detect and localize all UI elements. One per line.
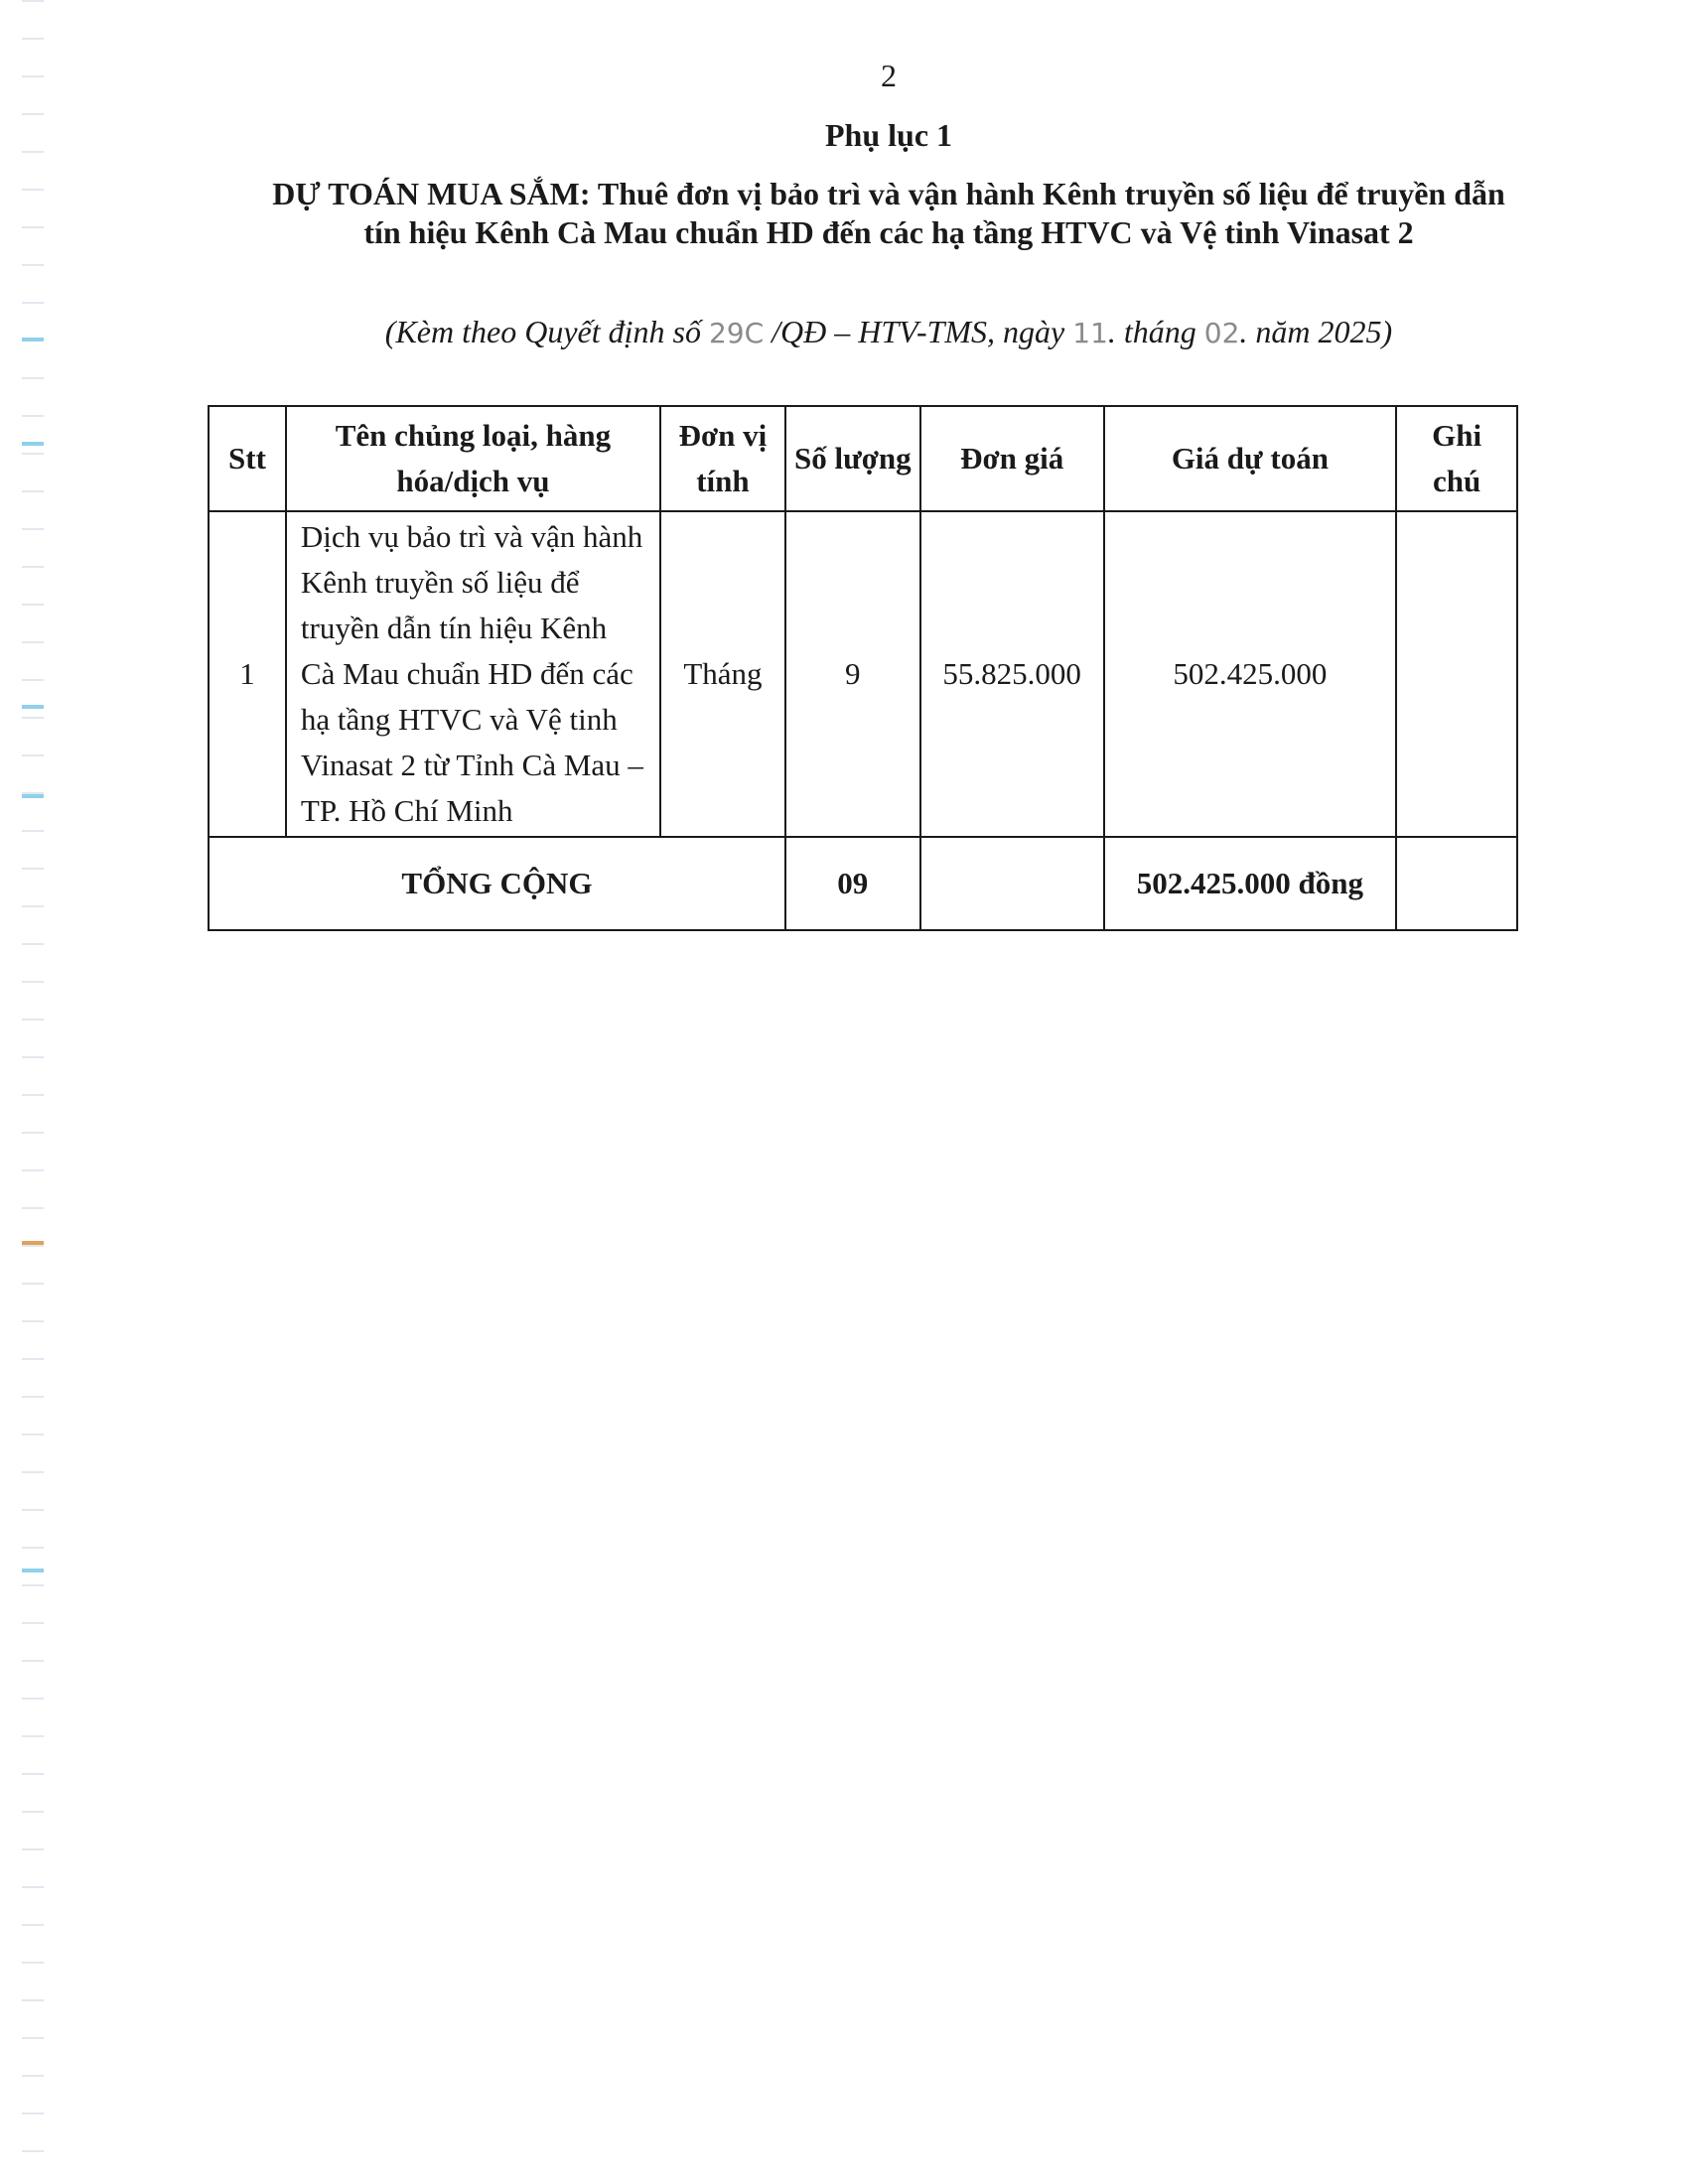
decision-reference	[0, 314, 1688, 350]
total-unit-price	[920, 837, 1104, 930]
table-row	[209, 511, 1517, 837]
month-handwritten: 02	[1203, 317, 1240, 349]
subtitle-month-label: . tháng	[1107, 314, 1204, 349]
scan-mark	[22, 705, 44, 709]
page-number: 2	[881, 58, 897, 93]
cell-note	[1396, 511, 1517, 837]
subtitle-suffix: . năm 2025)	[1239, 314, 1393, 349]
total-quantity: 09	[785, 837, 920, 930]
header-stt: Stt	[209, 406, 286, 511]
header-estimate: Giá dự toán	[1104, 406, 1397, 511]
scan-mark	[22, 794, 44, 798]
total-note	[1396, 837, 1517, 930]
cell-stt: 1	[209, 511, 286, 837]
scan-mark	[22, 1241, 44, 1245]
header-unit-price: Đơn giá	[920, 406, 1104, 511]
day-handwritten: 11	[1072, 317, 1108, 349]
total-row	[209, 837, 1517, 930]
header-quantity: Số lượng	[785, 406, 920, 511]
header-note: Ghi chú	[1396, 406, 1517, 511]
total-label: TỔNG CỘNG	[209, 837, 785, 930]
cell-quantity: 9	[785, 511, 920, 837]
decision-number-handwritten: 29C	[708, 317, 765, 349]
cell-unit-price: 55.825.000	[920, 511, 1104, 837]
subtitle-prefix: (Kèm theo Quyết định số	[384, 314, 709, 349]
header-unit: Đơn vị tính	[660, 406, 785, 511]
document-title: DỰ TOÁN MUA SẮM: Thuê đơn vị bảo trì và vận hành Kênh truyền số liệu để truyền dẫn tín hiệu Kênh Cà Mau chuẩn HD đến các hạ tầng HTVC và Vệ tinh Vinasat 2	[272, 176, 1505, 250]
total-estimate: 502.425.000 đồng	[1104, 837, 1397, 930]
scan-mark	[22, 1569, 44, 1572]
header-name: Tên chủng loại, hàng hóa/dịch vụ	[286, 406, 660, 511]
table-header-row	[209, 406, 1517, 511]
estimate-table	[208, 405, 1518, 931]
scan-mark	[22, 442, 44, 446]
subtitle-middle: /QĐ – HTV-TMS, ngày	[764, 314, 1073, 349]
appendix-title: Phụ lục 1	[824, 117, 953, 153]
cell-name: Dịch vụ bảo trì và vận hành Kênh truyền số liệu để truyền dẫn tín hiệu Kênh Cà Mau chuẩn HD đến các hạ tầng HTVC và Vệ tinh Vinasat 2 từ Tỉnh Cà Mau – TP. Hồ Chí Minh	[286, 511, 660, 837]
cell-estimate: 502.425.000	[1104, 511, 1397, 837]
cell-unit: Tháng	[660, 511, 785, 837]
